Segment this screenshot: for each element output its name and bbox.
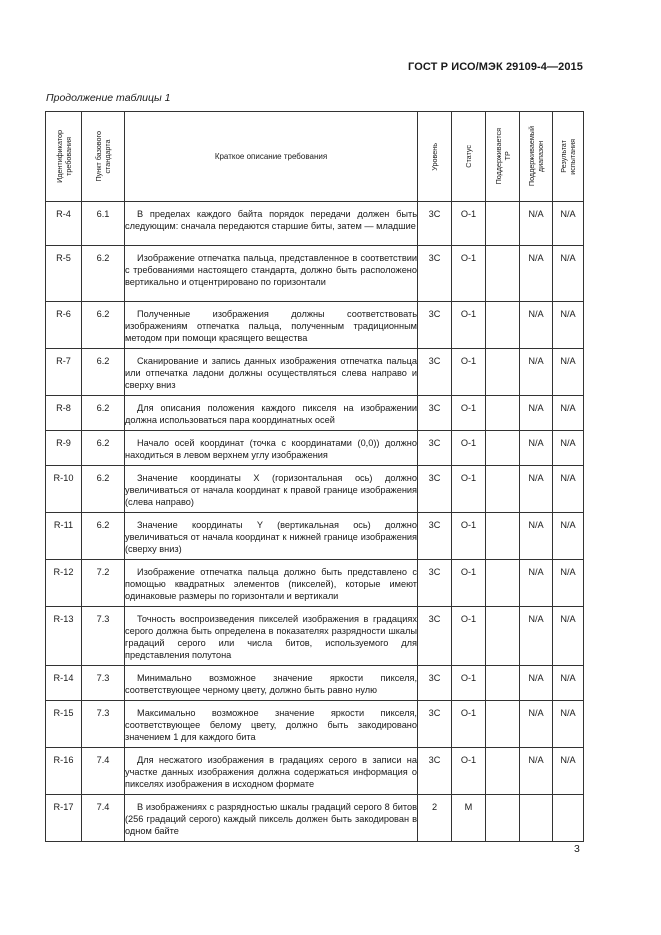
level: 3C [418,513,452,560]
supported-range: N/A [520,466,553,513]
level: 3C [418,431,452,466]
clause-number: 6.2 [82,431,125,466]
requirement-id: R-14 [46,666,82,701]
test-result: N/A [553,513,584,560]
clause-number: 6.2 [82,349,125,396]
table-row [46,302,584,349]
header-supported: Поддерживается ТР [486,112,520,202]
clause-number: 7.3 [82,701,125,748]
clause-number: 6.2 [82,302,125,349]
level: 3C [418,302,452,349]
table-row [46,701,584,748]
supported-range: N/A [520,246,553,302]
document-code: ГОСТ Р ИСО/МЭК 29109-4—2015 [408,61,583,73]
requirement-description: Минимально возможное значение яркости пикселя, соответствующее черному цвету, должно быть равно нулю [125,666,418,701]
supported-range: N/A [520,431,553,466]
test-result: N/A [553,607,584,666]
supported-range: N/A [520,202,553,246]
table-row [46,666,584,701]
header-clause: Пункт базового стандарта [82,112,125,202]
requirement-id: R-13 [46,607,82,666]
supported-tp [486,466,520,513]
clause-number: 6.1 [82,202,125,246]
supported-tp [486,666,520,701]
supported-range: N/A [520,748,553,795]
supported-range: N/A [520,666,553,701]
requirement-id: R-6 [46,302,82,349]
requirement-description: Значение координаты X (горизонтальная ось) должно увеличиваться от начала координат к правой границе изображения (слева направо) [125,466,418,513]
requirement-description: Для несжатого изображения в градациях серого в записи на участке данных изображения должна содержаться информация о пикселях изображения в исходном формате [125,748,418,795]
table-row [46,202,584,246]
status: O-1 [452,349,486,396]
requirement-description: Сканирование и запись данных изображения отпечатка пальца или отпечатка ладони должны осуществляться слева направо и сверху вниз [125,349,418,396]
header-id: Идентификатор требования [46,112,82,202]
test-result: N/A [553,748,584,795]
table-row [46,246,584,302]
supported-tp [486,302,520,349]
supported-tp [486,560,520,607]
table-row [46,748,584,795]
table-row [46,513,584,560]
header-description: Краткое описание требования [125,112,418,202]
table-header-row [46,112,584,202]
status: O-1 [452,666,486,701]
supported-tp [486,748,520,795]
supported-range [520,795,553,842]
supported-tp [486,513,520,560]
header-range: Поддерживаемый диапазон [520,112,553,202]
level: 2 [418,795,452,842]
test-result: N/A [553,701,584,748]
test-result: N/A [553,349,584,396]
clause-number: 6.2 [82,513,125,560]
table-caption: Продолжение таблицы 1 [46,92,171,104]
requirement-description: Максимально возможное значение яркости пикселя, соответствующее белому цвету, должно быть закодировано значением 1 для каждого бита [125,701,418,748]
clause-number: 7.4 [82,795,125,842]
test-result: N/A [553,666,584,701]
table-row [46,349,584,396]
level: 3C [418,607,452,666]
supported-range: N/A [520,701,553,748]
supported-tp [486,246,520,302]
test-result: N/A [553,396,584,431]
requirement-id: R-10 [46,466,82,513]
supported-tp [486,431,520,466]
level: 3C [418,246,452,302]
supported-range: N/A [520,302,553,349]
level: 3C [418,202,452,246]
clause-number: 7.3 [82,607,125,666]
status: O-1 [452,431,486,466]
level: 3C [418,701,452,748]
supported-range: N/A [520,396,553,431]
clause-number: 6.2 [82,466,125,513]
supported-tp [486,349,520,396]
supported-tp [486,202,520,246]
level: 3C [418,666,452,701]
test-result: N/A [553,202,584,246]
supported-tp [486,701,520,748]
status: O-1 [452,466,486,513]
requirement-description: Значение координаты Y (вертикальная ось) должно увеличиваться от начала координат к нижней границе изображения (сверху вниз) [125,513,418,560]
test-result: N/A [553,466,584,513]
requirement-description: Точность воспроизведения пикселей изображения в градациях серого должна быть определена в показателях разрядности шкалы градаций серого или числа битов, используемого для представления полутона [125,607,418,666]
test-result: N/A [553,302,584,349]
header-status: Статус [452,112,486,202]
table-row [46,607,584,666]
status: O-1 [452,607,486,666]
table-row [46,466,584,513]
requirement-description: В изображениях с разрядностью шкалы градаций серого 8 битов (256 градаций серого) каждый пиксель должен быть закодирован в одном байте [125,795,418,842]
supported-range: N/A [520,607,553,666]
status: O-1 [452,302,486,349]
test-result: N/A [553,246,584,302]
table-row [46,431,584,466]
requirements-table [45,111,584,842]
status: O-1 [452,513,486,560]
requirement-id: R-5 [46,246,82,302]
status: O-1 [452,396,486,431]
supported-tp [486,795,520,842]
requirement-id: R-11 [46,513,82,560]
clause-number: 7.2 [82,560,125,607]
requirement-id: R-17 [46,795,82,842]
table-row [46,560,584,607]
requirement-description: Изображение отпечатка пальца, представленное в соответствии с требованиями настоящего стандарта, должно быть расположено вертикально и отцентрировано по горизонтали [125,246,418,302]
clause-number: 7.3 [82,666,125,701]
header-level: Уровень [418,112,452,202]
supported-range: N/A [520,349,553,396]
status: M [452,795,486,842]
test-result [553,795,584,842]
requirement-id: R-16 [46,748,82,795]
level: 3C [418,466,452,513]
status: O-1 [452,560,486,607]
test-result: N/A [553,560,584,607]
clause-number: 6.2 [82,396,125,431]
supported-range: N/A [520,513,553,560]
supported-range: N/A [520,560,553,607]
table-row [46,795,584,842]
requirement-id: R-15 [46,701,82,748]
status: O-1 [452,701,486,748]
requirement-description: В пределах каждого байта порядок передачи должен быть следующим: сначала передаются старшие биты, затем — младшие [125,202,418,246]
page-number: 3 [574,843,580,855]
table-row [46,396,584,431]
clause-number: 6.2 [82,246,125,302]
status: O-1 [452,748,486,795]
header-result: Результат испытания [553,112,584,202]
requirement-description: Начало осей координат (точка с координатами (0,0)) должно находиться в левом верхнем углу изображения [125,431,418,466]
test-result: N/A [553,431,584,466]
supported-tp [486,396,520,431]
requirement-id: R-7 [46,349,82,396]
requirement-id: R-12 [46,560,82,607]
requirement-description: Полученные изображения должны соответствовать изображениям отпечатка пальца, полученным традиционным методом при помощи красящего вещества [125,302,418,349]
clause-number: 7.4 [82,748,125,795]
requirement-description: Изображение отпечатка пальца должно быть представлено с помощью квадратных элементов (пикселей), которые имеют одинаковые размеры по горизонтали и вертикали [125,560,418,607]
supported-tp [486,607,520,666]
status: O-1 [452,202,486,246]
level: 3C [418,396,452,431]
level: 3C [418,349,452,396]
status: O-1 [452,246,486,302]
requirement-id: R-9 [46,431,82,466]
level: 3C [418,560,452,607]
requirement-id: R-8 [46,396,82,431]
requirement-id: R-4 [46,202,82,246]
level: 3C [418,748,452,795]
requirement-description: Для описания положения каждого пикселя на изображении должна использоваться пара координатных осей [125,396,418,431]
